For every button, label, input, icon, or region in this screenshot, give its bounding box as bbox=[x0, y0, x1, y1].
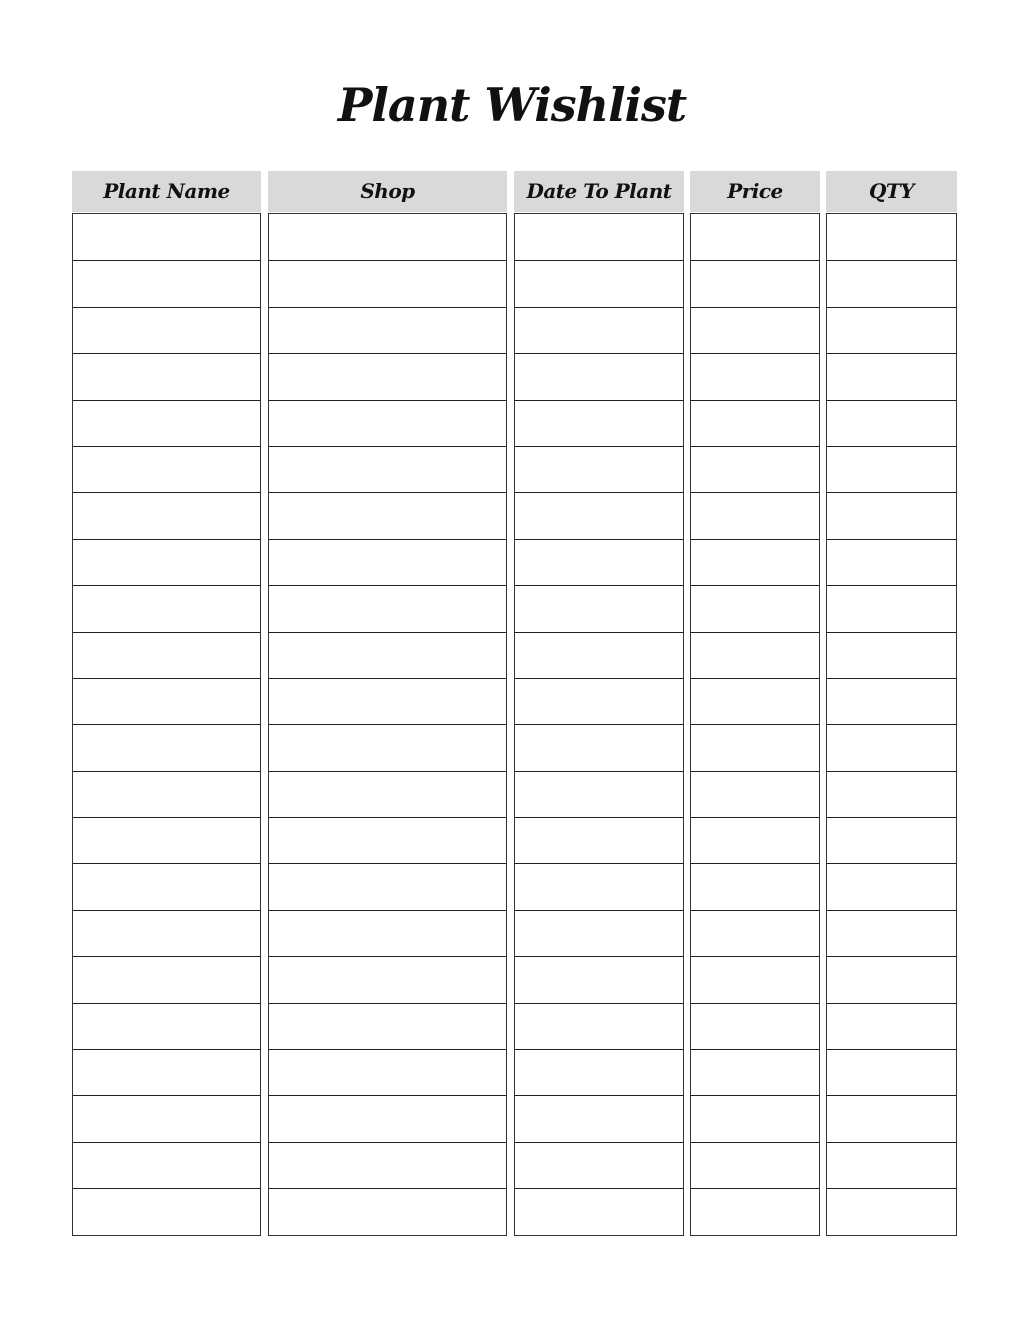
table-cell[interactable] bbox=[691, 400, 819, 446]
table-cell[interactable] bbox=[73, 771, 260, 817]
table-cell[interactable] bbox=[691, 724, 819, 770]
table-cell[interactable] bbox=[691, 910, 819, 956]
table-cell[interactable] bbox=[73, 1142, 260, 1188]
table-cell[interactable] bbox=[691, 1049, 819, 1095]
table-cell[interactable] bbox=[515, 678, 683, 724]
table-cell[interactable] bbox=[691, 214, 819, 260]
table-cell[interactable] bbox=[515, 214, 683, 260]
table-cell[interactable] bbox=[73, 214, 260, 260]
table-cell[interactable] bbox=[827, 1003, 956, 1049]
table-cell[interactable] bbox=[691, 307, 819, 353]
table-cell[interactable] bbox=[73, 1188, 260, 1234]
table-cell[interactable] bbox=[269, 956, 506, 1002]
table-cell[interactable] bbox=[691, 817, 819, 863]
table-cell[interactable] bbox=[827, 863, 956, 909]
column-header: Date To Plant bbox=[514, 171, 684, 212]
table-cell[interactable] bbox=[515, 492, 683, 538]
table-cell[interactable] bbox=[691, 771, 819, 817]
column-price bbox=[690, 171, 820, 1236]
table-cell[interactable] bbox=[515, 724, 683, 770]
table-cell[interactable] bbox=[691, 539, 819, 585]
table-cell[interactable] bbox=[73, 585, 260, 631]
table-cell[interactable] bbox=[73, 539, 260, 585]
table-cell[interactable] bbox=[827, 632, 956, 678]
table-cell[interactable] bbox=[73, 260, 260, 306]
table-cell[interactable] bbox=[73, 910, 260, 956]
column-qty bbox=[826, 171, 957, 1236]
table-cell[interactable] bbox=[269, 1142, 506, 1188]
table-cell[interactable] bbox=[73, 400, 260, 446]
table-cell[interactable] bbox=[515, 539, 683, 585]
table-cell[interactable] bbox=[515, 817, 683, 863]
table-cell[interactable] bbox=[827, 724, 956, 770]
table-cell[interactable] bbox=[827, 678, 956, 724]
table-cell[interactable] bbox=[691, 1188, 819, 1234]
table-cell[interactable] bbox=[827, 956, 956, 1002]
table-cell[interactable] bbox=[827, 260, 956, 306]
table-cell[interactable] bbox=[73, 678, 260, 724]
table-cell[interactable] bbox=[515, 771, 683, 817]
table-cell[interactable] bbox=[269, 1095, 506, 1141]
table-cell[interactable] bbox=[269, 446, 506, 492]
table-cell[interactable] bbox=[827, 585, 956, 631]
table-cell[interactable] bbox=[827, 214, 956, 260]
table-cell[interactable] bbox=[691, 353, 819, 399]
table-cell[interactable] bbox=[827, 539, 956, 585]
table-cell[interactable] bbox=[269, 1049, 506, 1095]
table-cell[interactable] bbox=[827, 1142, 956, 1188]
table-cell[interactable] bbox=[73, 817, 260, 863]
table-cell[interactable] bbox=[691, 863, 819, 909]
table-cell[interactable] bbox=[73, 446, 260, 492]
table-cell[interactable] bbox=[691, 1003, 819, 1049]
table-cell[interactable] bbox=[269, 585, 506, 631]
table-cell[interactable] bbox=[515, 956, 683, 1002]
column-plant-name bbox=[72, 171, 261, 1236]
table-cell[interactable] bbox=[269, 539, 506, 585]
table-cell[interactable] bbox=[73, 863, 260, 909]
table-cell[interactable] bbox=[269, 492, 506, 538]
table-cell[interactable] bbox=[515, 353, 683, 399]
table-cell[interactable] bbox=[827, 1095, 956, 1141]
table-cell[interactable] bbox=[73, 956, 260, 1002]
table-cell[interactable] bbox=[73, 1095, 260, 1141]
table-cell[interactable] bbox=[269, 260, 506, 306]
table-cell[interactable] bbox=[691, 446, 819, 492]
table-cell[interactable] bbox=[73, 1049, 260, 1095]
table-cell[interactable] bbox=[73, 353, 260, 399]
table-cell[interactable] bbox=[691, 492, 819, 538]
table-cell[interactable] bbox=[269, 1003, 506, 1049]
table-cell[interactable] bbox=[827, 817, 956, 863]
table-cell[interactable] bbox=[691, 585, 819, 631]
column-date-to-plant bbox=[514, 171, 684, 1236]
table-cell[interactable] bbox=[827, 353, 956, 399]
table-cell[interactable] bbox=[515, 260, 683, 306]
table-cell[interactable] bbox=[269, 863, 506, 909]
table-cell[interactable] bbox=[515, 307, 683, 353]
table-cell[interactable] bbox=[515, 1003, 683, 1049]
table-cell[interactable] bbox=[827, 1188, 956, 1234]
table-cell[interactable] bbox=[515, 632, 683, 678]
table-cell[interactable] bbox=[515, 446, 683, 492]
table-cell[interactable] bbox=[269, 307, 506, 353]
table-cell[interactable] bbox=[827, 771, 956, 817]
table-cell[interactable] bbox=[515, 863, 683, 909]
column-header: Plant Name bbox=[72, 171, 261, 212]
table-cell[interactable] bbox=[73, 724, 260, 770]
table-cell[interactable] bbox=[73, 492, 260, 538]
page-title: Plant Wishlist bbox=[337, 78, 687, 132]
table-cell[interactable] bbox=[269, 724, 506, 770]
column-cells bbox=[826, 213, 957, 1236]
table-cell[interactable] bbox=[269, 678, 506, 724]
table-cell[interactable] bbox=[827, 910, 956, 956]
column-header: Shop bbox=[268, 171, 507, 212]
table-cell[interactable] bbox=[269, 1188, 506, 1234]
table-cell[interactable] bbox=[827, 400, 956, 446]
table-cell[interactable] bbox=[515, 1142, 683, 1188]
table-cell[interactable] bbox=[269, 353, 506, 399]
table-cell[interactable] bbox=[691, 1095, 819, 1141]
table-cell[interactable] bbox=[691, 632, 819, 678]
column-header: Price bbox=[690, 171, 820, 212]
column-cells bbox=[72, 213, 261, 1236]
table-cell[interactable] bbox=[515, 400, 683, 446]
table-cell[interactable] bbox=[515, 585, 683, 631]
table-cell[interactable] bbox=[269, 771, 506, 817]
table-cell[interactable] bbox=[515, 1188, 683, 1234]
column-shop bbox=[268, 171, 507, 1236]
table-cell[interactable] bbox=[269, 400, 506, 446]
table-cell[interactable] bbox=[73, 307, 260, 353]
table-cell[interactable] bbox=[827, 307, 956, 353]
table-cell[interactable] bbox=[515, 910, 683, 956]
table-cell[interactable] bbox=[515, 1049, 683, 1095]
column-cells bbox=[690, 213, 820, 1236]
table-cell[interactable] bbox=[827, 492, 956, 538]
table-cell[interactable] bbox=[73, 632, 260, 678]
table-cell[interactable] bbox=[827, 446, 956, 492]
table-cell[interactable] bbox=[269, 214, 506, 260]
table-cell[interactable] bbox=[691, 956, 819, 1002]
table-cell[interactable] bbox=[269, 817, 506, 863]
table-cell[interactable] bbox=[269, 632, 506, 678]
table-cell[interactable] bbox=[691, 678, 819, 724]
column-cells bbox=[514, 213, 684, 1236]
column-header: QTY bbox=[826, 171, 957, 212]
table-cell[interactable] bbox=[515, 1095, 683, 1141]
table-cell[interactable] bbox=[269, 910, 506, 956]
table-cell[interactable] bbox=[691, 260, 819, 306]
table-cell[interactable] bbox=[827, 1049, 956, 1095]
table-cell[interactable] bbox=[73, 1003, 260, 1049]
column-cells bbox=[268, 213, 507, 1236]
table-cell[interactable] bbox=[691, 1142, 819, 1188]
